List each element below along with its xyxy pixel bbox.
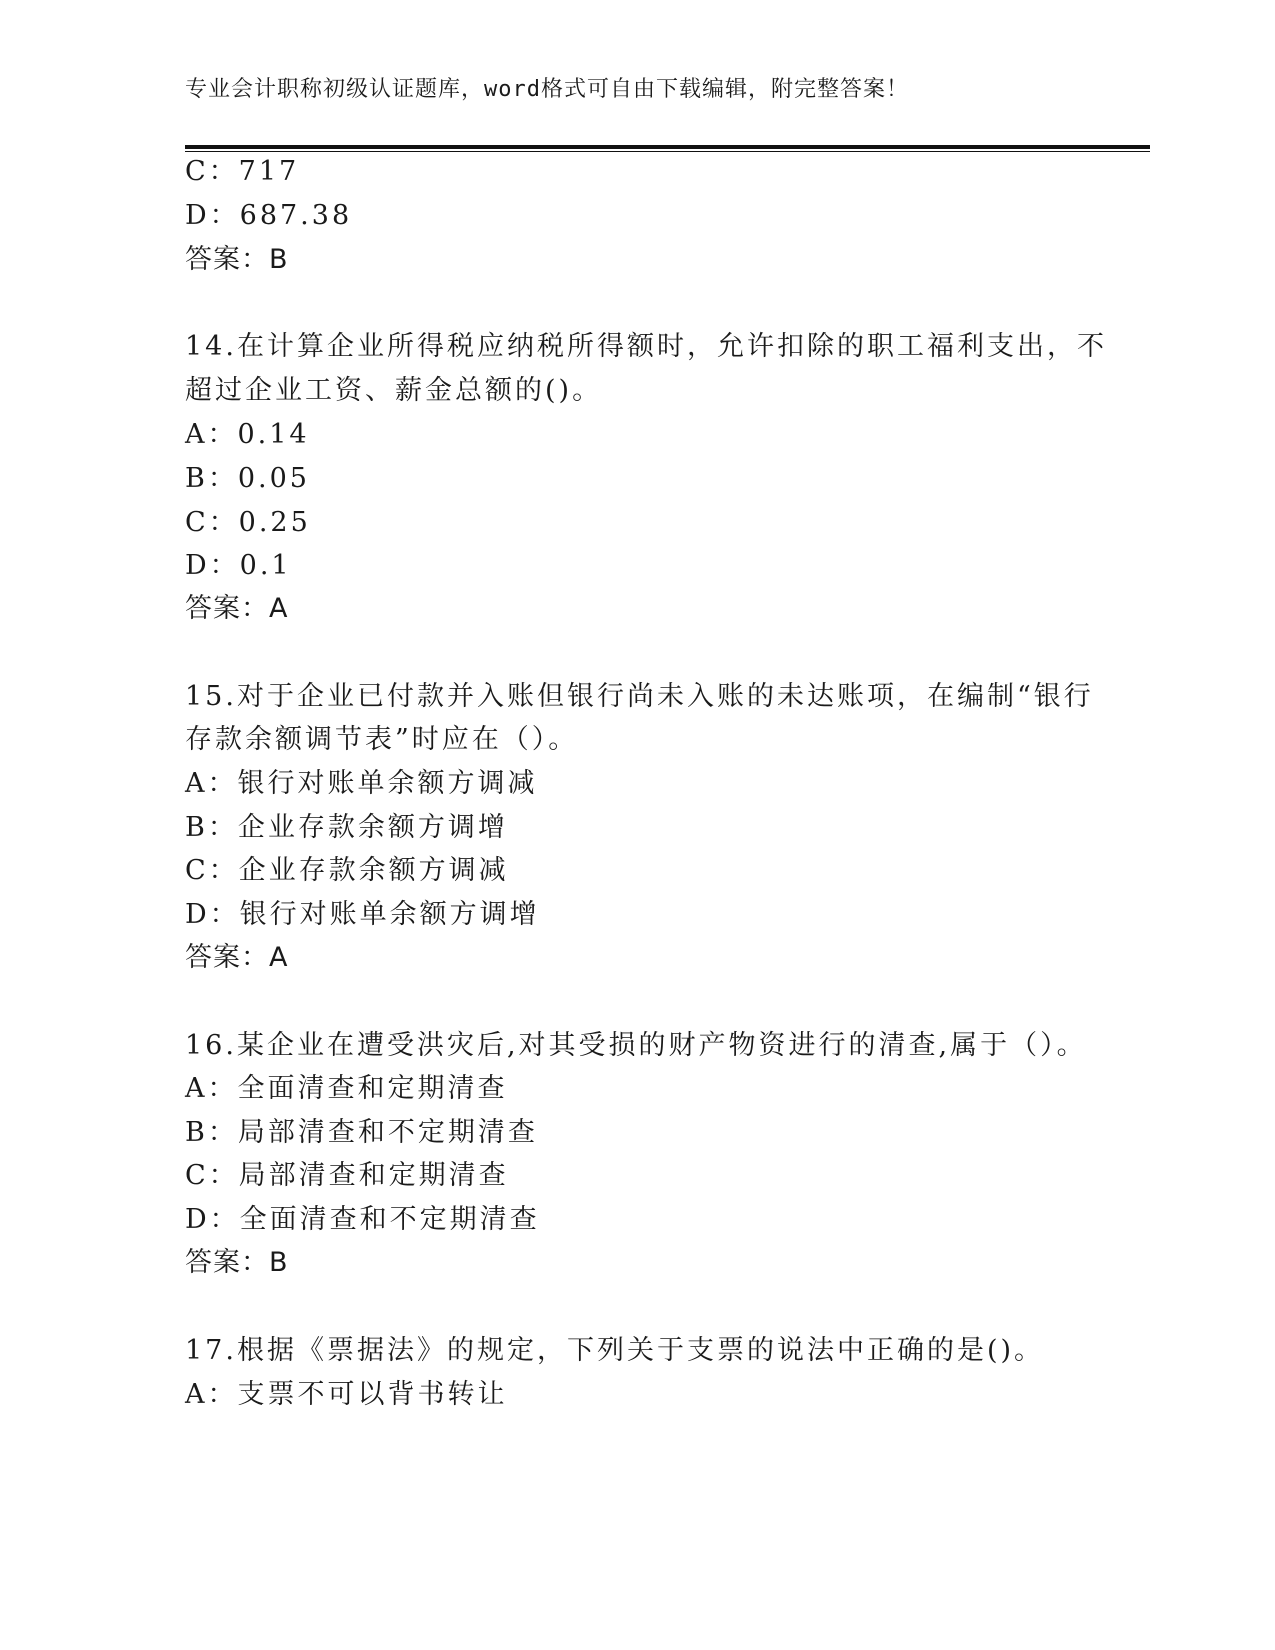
answer-line: 答案：B (185, 1247, 289, 1278)
question-stem: 超过企业工资、薪金总额的()。 (185, 375, 603, 406)
option-line: B：0.05 (185, 463, 310, 494)
option-line: D：0.1 (185, 550, 292, 581)
document-header: 专业会计职称初级认证题库，word格式可自由下载编辑，附完整答案！ (185, 77, 909, 102)
option-line: C：企业存款余额方调减 (185, 855, 509, 886)
option-line: B：局部清查和不定期清查 (185, 1117, 538, 1148)
option-line: D：687.38 (185, 200, 353, 231)
question-stem: 存款余额调节表”时应在（）。 (185, 724, 579, 755)
option-line: C：局部清查和定期清查 (185, 1160, 509, 1191)
answer-line: 答案：A (185, 942, 289, 973)
header-rule-thick (185, 145, 1150, 149)
question-stem: 16.某企业在遭受洪灾后,对其受损的财产物资进行的清查,属于（）。 (185, 1030, 1087, 1061)
header-rule-thin (185, 151, 1150, 152)
option-line: A：0.14 (185, 419, 310, 450)
question-stem: 17.根据《票据法》的规定，下列关于支票的说法中正确的是()。 (185, 1335, 1045, 1366)
question-stem: 14.在计算企业所得税应纳税所得额时，允许扣除的职工福利支出，不 (185, 331, 1107, 362)
option-line: A：全面清查和定期清查 (185, 1073, 508, 1104)
question-stem: 15.对于企业已付款并入账但银行尚未入账的未达账项，在编制“银行 (185, 681, 1094, 712)
option-line: A：银行对账单余额方调减 (185, 768, 538, 799)
option-line: A：支票不可以背书转让 (185, 1379, 508, 1410)
option-line: C：717 (185, 156, 300, 187)
answer-line: 答案：B (185, 244, 289, 275)
option-line: D：全面清查和不定期清查 (185, 1204, 540, 1235)
answer-line: 答案：A (185, 593, 289, 624)
option-line: D：银行对账单余额方调增 (185, 899, 540, 930)
option-line: C：0.25 (185, 507, 311, 538)
option-line: B：企业存款余额方调增 (185, 812, 508, 843)
